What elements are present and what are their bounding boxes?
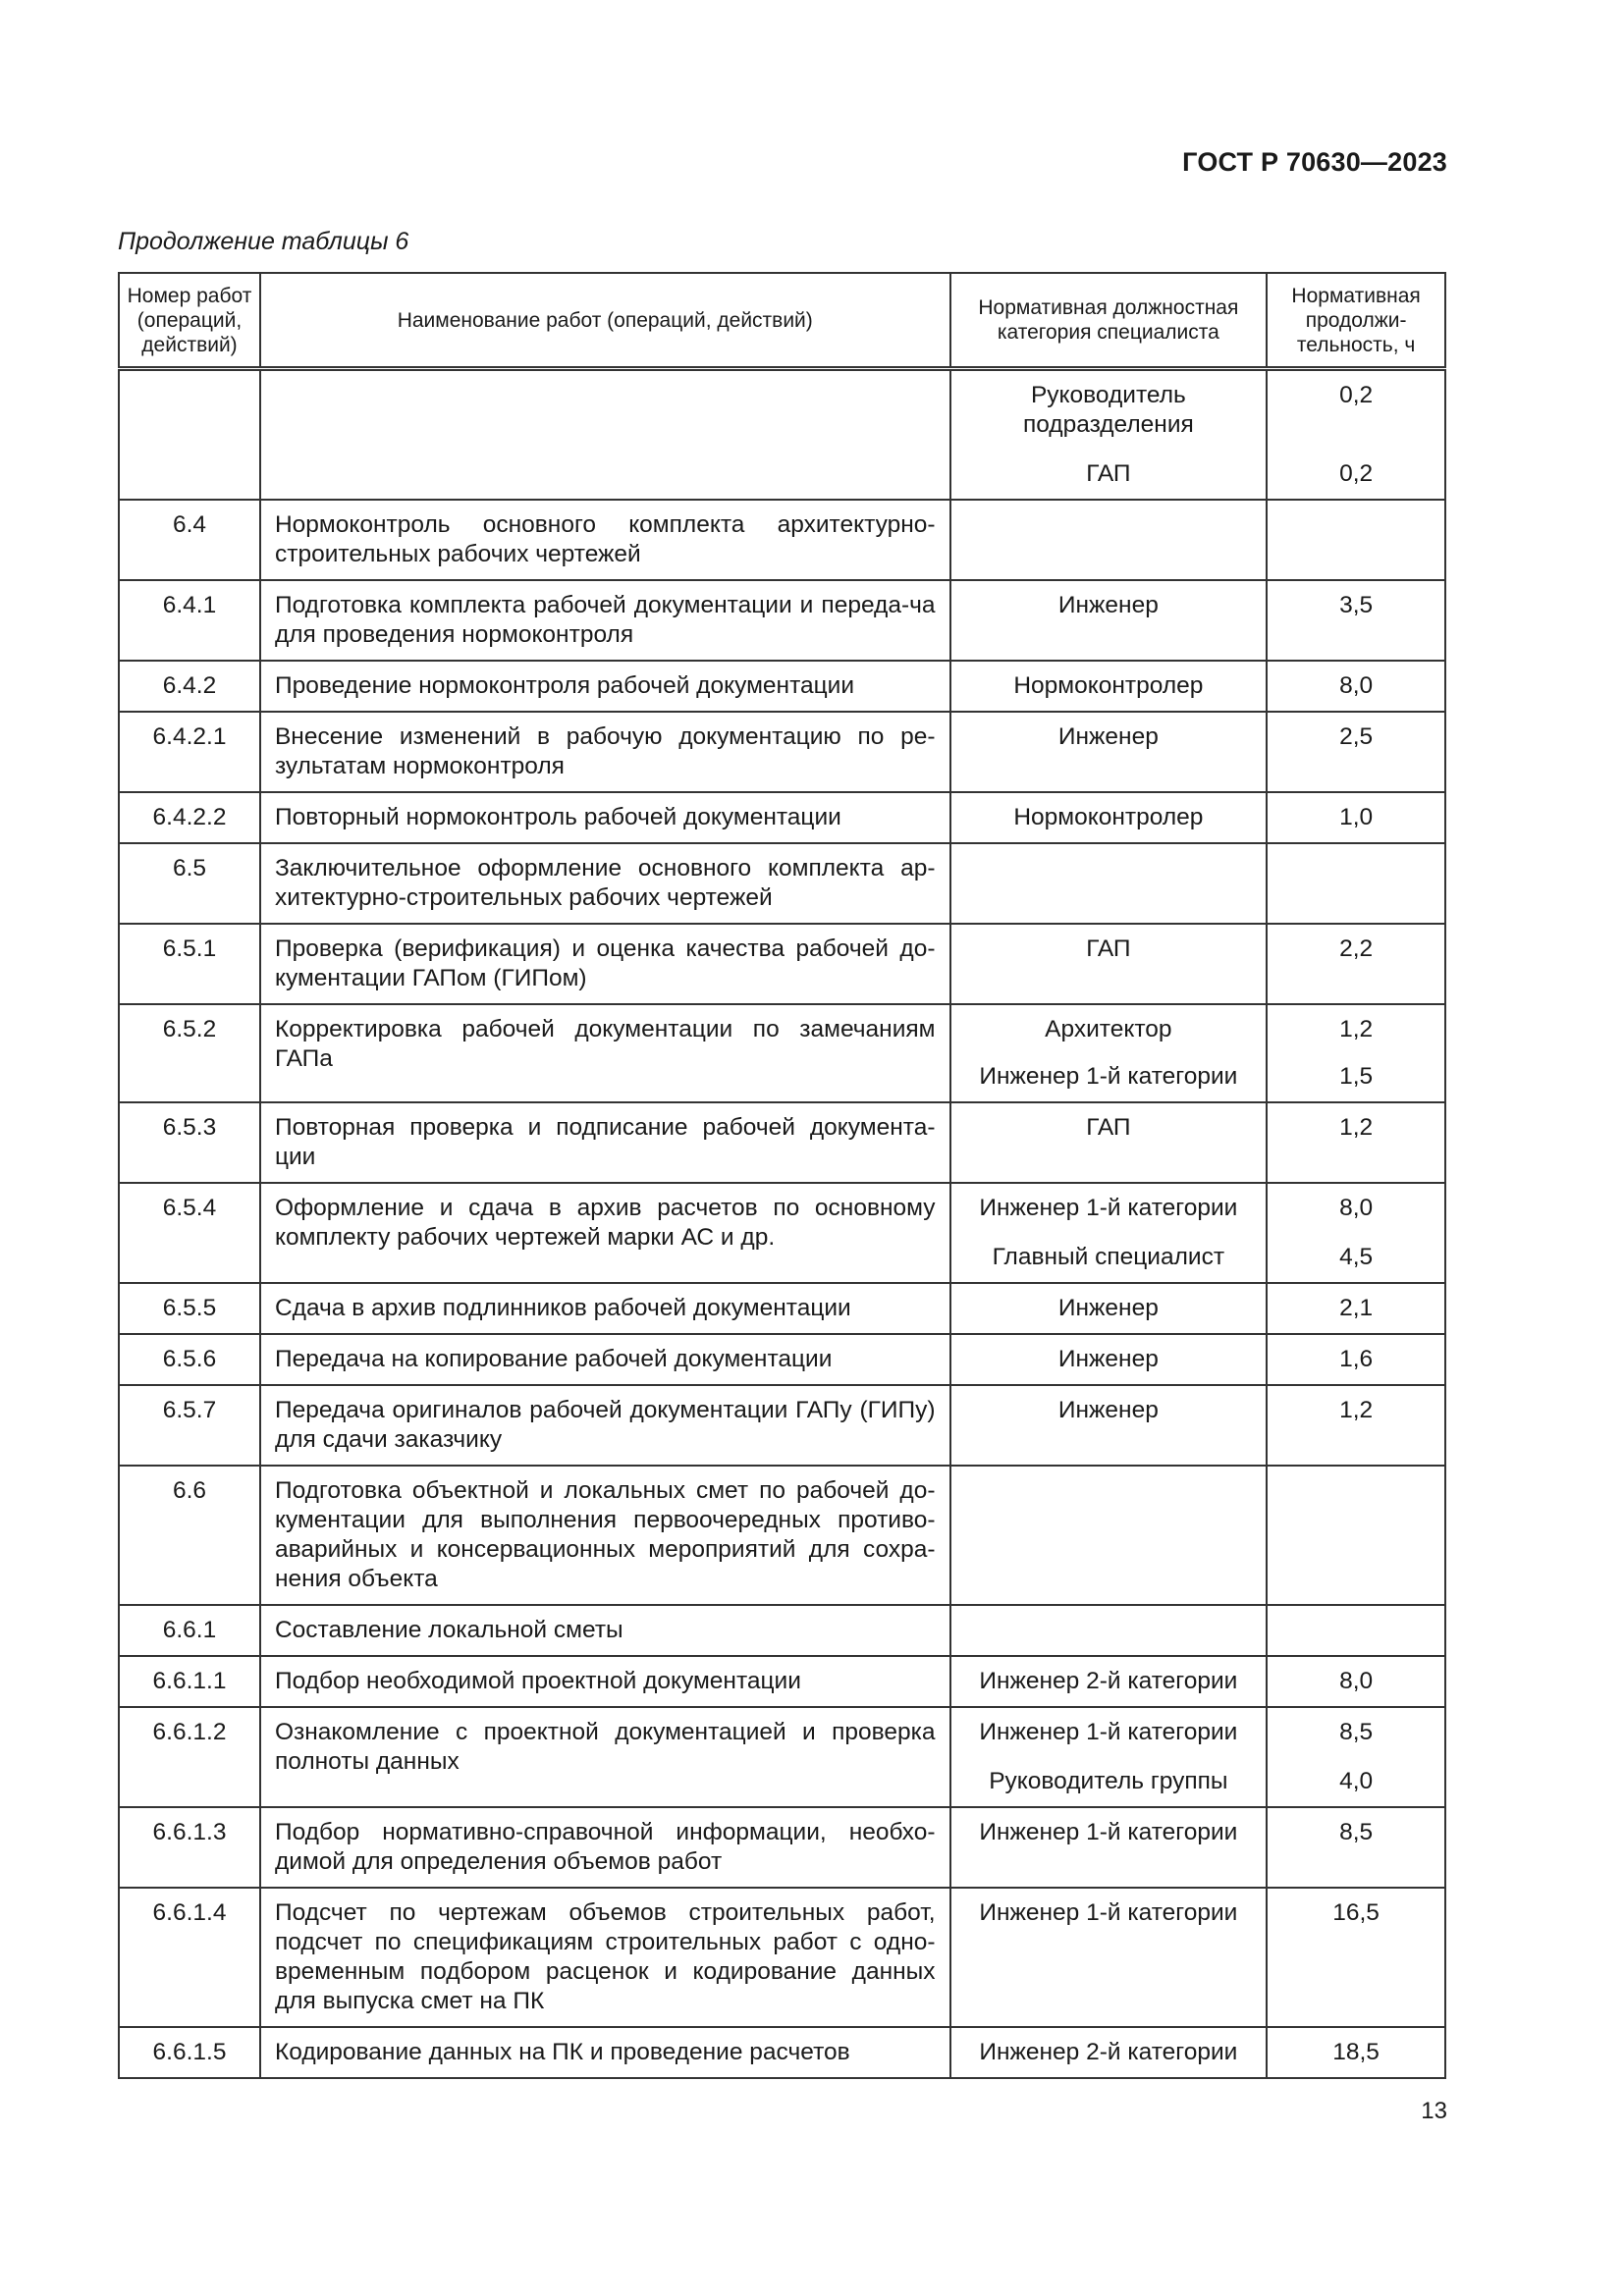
specialist-category — [950, 580, 1268, 661]
work-duration — [1267, 712, 1445, 792]
works-table — [118, 272, 1446, 2079]
duration-value: 8,5 — [1339, 1719, 1374, 1745]
work-name: Подсчет по чертежам объемов строительных работ, подсчет по спецификациям строительных работ с одно-временным подбором расценок и кодирование данных для выпуска смет на ПК — [260, 1888, 950, 2027]
work-number: 6.4.2.1 — [119, 712, 260, 792]
specialist-category — [950, 1605, 1268, 1656]
duration-value: 1,5 — [1339, 1063, 1374, 1090]
work-name: Подготовка комплекта рабочей документации и переда-ча для проведения нормоконтроля — [260, 580, 950, 661]
category-value: Инженер — [1057, 723, 1159, 750]
specialist-category — [950, 2027, 1268, 2078]
work-duration — [1267, 1183, 1445, 1283]
category-value: Инженер 1-й категории — [979, 1819, 1238, 1845]
duration-value: 8,0 — [1339, 672, 1374, 699]
work-number: 6.4 — [119, 500, 260, 580]
work-number: 6.5.2 — [119, 1004, 260, 1102]
table-row — [119, 369, 1445, 501]
work-number: 6.6.1.5 — [119, 2027, 260, 2078]
page-number: 13 — [1421, 2098, 1447, 2124]
work-duration — [1267, 1385, 1445, 1466]
duration-value: 16,5 — [1332, 1899, 1380, 1926]
table-row — [119, 1385, 1445, 1466]
specialist-category — [950, 500, 1268, 580]
work-name: Оформление и сдача в архив расчетов по основному комплекту рабочих чертежей марки АС и др. — [260, 1183, 950, 1283]
work-duration — [1267, 661, 1445, 712]
work-duration — [1267, 924, 1445, 1004]
work-name: Повторная проверка и подписание рабочей документа-ции — [260, 1102, 950, 1183]
work-number: 6.5.4 — [119, 1183, 260, 1283]
table-row — [119, 580, 1445, 661]
work-duration — [1267, 2027, 1445, 2078]
work-name: Составление локальной сметы — [260, 1605, 950, 1656]
specialist-category — [950, 1183, 1268, 1283]
category-value: Инженер — [1057, 1346, 1159, 1372]
table-row — [119, 661, 1445, 712]
work-number: 6.6.1.4 — [119, 1888, 260, 2027]
work-number: 6.5 — [119, 843, 260, 924]
specialist-category — [950, 369, 1268, 501]
specialist-category — [950, 1707, 1268, 1807]
table-row — [119, 1605, 1445, 1656]
table-row — [119, 1707, 1445, 1807]
duration-value: 2,1 — [1339, 1295, 1374, 1321]
specialist-category — [950, 712, 1268, 792]
work-name: Передача на копирование рабочей документации — [260, 1334, 950, 1385]
work-duration — [1267, 1466, 1445, 1605]
work-number: 6.6.1 — [119, 1605, 260, 1656]
table-row — [119, 1807, 1445, 1888]
table-row — [119, 1102, 1445, 1183]
specialist-category — [950, 843, 1268, 924]
work-number: 6.4.2.2 — [119, 792, 260, 843]
table-body — [119, 369, 1445, 2079]
work-number: 6.6.1.3 — [119, 1807, 260, 1888]
specialist-category — [950, 1466, 1268, 1605]
work-number: 6.5.1 — [119, 924, 260, 1004]
work-number: 6.5.5 — [119, 1283, 260, 1334]
work-name: Проверка (верификация) и оценка качества рабочей до-кументации ГАПом (ГИПом) — [260, 924, 950, 1004]
work-number: 6.6.1.1 — [119, 1656, 260, 1707]
category-value: Инженер — [1057, 1295, 1159, 1321]
category-value: ГАП — [1086, 935, 1131, 962]
table-caption: Продолжение таблицы 6 — [118, 228, 409, 255]
category-value: Главный специалист — [992, 1244, 1225, 1270]
table-row — [119, 1183, 1445, 1283]
category-value: Руководитель подразделения — [1022, 382, 1194, 438]
duration-value: 8,5 — [1339, 1819, 1374, 1845]
duration-value: 2,5 — [1339, 723, 1374, 750]
category-value: Архитектор — [1045, 1016, 1172, 1042]
work-duration — [1267, 1888, 1445, 2027]
table-row — [119, 843, 1445, 924]
specialist-category — [950, 924, 1268, 1004]
duration-value: 0,2 — [1339, 460, 1374, 487]
specialist-category — [950, 1004, 1268, 1102]
specialist-category — [950, 1888, 1268, 2027]
category-value: ГАП — [1086, 1114, 1131, 1141]
duration-value: 18,5 — [1332, 2039, 1380, 2065]
document-code: ГОСТ Р 70630—2023 — [1182, 147, 1447, 177]
work-number: 6.6.1.2 — [119, 1707, 260, 1807]
work-duration — [1267, 580, 1445, 661]
category-value: Руководитель группы — [989, 1768, 1228, 1794]
table-header-row — [119, 273, 1445, 369]
specialist-category — [950, 1807, 1268, 1888]
column-header-category: Нормативная должностная категория специалиста — [950, 273, 1268, 369]
work-duration — [1267, 792, 1445, 843]
work-number: 6.4.1 — [119, 580, 260, 661]
category-value: Инженер — [1057, 1397, 1159, 1423]
work-name: Нормоконтроль основного комплекта архитектурно-строительных рабочих чертежей — [260, 500, 950, 580]
work-duration — [1267, 1102, 1445, 1183]
work-name: Подбор необходимой проектной документации — [260, 1656, 950, 1707]
work-name: Проведение нормоконтроля рабочей документации — [260, 661, 950, 712]
work-number: 6.5.6 — [119, 1334, 260, 1385]
work-number: 6.5.3 — [119, 1102, 260, 1183]
duration-value: 1,6 — [1339, 1346, 1374, 1372]
specialist-category — [950, 1385, 1268, 1466]
specialist-category — [950, 661, 1268, 712]
category-value: Инженер 2-й категории — [979, 2039, 1238, 2065]
work-number: 6.5.7 — [119, 1385, 260, 1466]
duration-value: 1,2 — [1339, 1114, 1374, 1141]
work-duration — [1267, 369, 1445, 501]
category-value: Инженер 1-й категории — [979, 1899, 1238, 1926]
category-value: Инженер — [1057, 592, 1159, 618]
column-header-name: Наименование работ (операций, действий) — [260, 273, 950, 369]
work-name: Передача оригиналов рабочей документации ГАПу (ГИПу) для сдачи заказчику — [260, 1385, 950, 1466]
work-name: Подготовка объектной и локальных смет по рабочей до-кументации для выполнения первоочередных противо-аварийных и консервационных мероприятий для сохра-нения объекта — [260, 1466, 950, 1605]
table-row — [119, 924, 1445, 1004]
work-name: Заключительное оформление основного комплекта ар-хитектурно-строительных рабочих чертежей — [260, 843, 950, 924]
work-name: Корректировка рабочей документации по замечаниям ГАПа — [260, 1004, 950, 1102]
work-duration — [1267, 500, 1445, 580]
duration-value: 8,0 — [1339, 1668, 1374, 1694]
work-name: Кодирование данных на ПК и проведение расчетов — [260, 2027, 950, 2078]
category-value: Инженер 1-й категории — [979, 1719, 1238, 1745]
work-name: Сдача в архив подлинников рабочей документации — [260, 1283, 950, 1334]
work-duration — [1267, 1656, 1445, 1707]
work-name: Ознакомление с проектной документацией и проверка полноты данных — [260, 1707, 950, 1807]
work-number — [119, 369, 260, 501]
duration-value: 2,2 — [1339, 935, 1374, 962]
column-header-number: Номер работ (операций, действий) — [119, 273, 260, 369]
table-row — [119, 1004, 1445, 1102]
duration-value: 8,0 — [1339, 1195, 1374, 1221]
category-value: Нормоконтролер — [1013, 672, 1204, 699]
table-row — [119, 500, 1445, 580]
duration-value: 4,0 — [1339, 1768, 1374, 1794]
work-duration — [1267, 1004, 1445, 1102]
specialist-category — [950, 1656, 1268, 1707]
work-number: 6.6 — [119, 1466, 260, 1605]
work-name: Подбор нормативно-справочной информации, необхо-димой для определения объемов работ — [260, 1807, 950, 1888]
duration-value: 0,2 — [1339, 382, 1374, 408]
work-duration — [1267, 1283, 1445, 1334]
work-duration — [1267, 1807, 1445, 1888]
category-value: Нормоконтролер — [1013, 804, 1204, 830]
duration-value: 4,5 — [1339, 1244, 1374, 1270]
duration-value: 3,5 — [1339, 592, 1374, 618]
specialist-category — [950, 792, 1268, 843]
table-row — [119, 1466, 1445, 1605]
column-header-duration: Нормативная продолжи-тельность, ч — [1267, 273, 1445, 369]
table-row — [119, 712, 1445, 792]
specialist-category — [950, 1102, 1268, 1183]
work-duration — [1267, 1707, 1445, 1807]
duration-value: 1,0 — [1339, 804, 1374, 830]
work-name: Повторный нормоконтроль рабочей документации — [260, 792, 950, 843]
duration-value: 1,2 — [1339, 1397, 1374, 1423]
category-value: Инженер 1-й категории — [979, 1063, 1238, 1090]
category-value: Инженер 2-й категории — [979, 1668, 1238, 1694]
work-duration — [1267, 1334, 1445, 1385]
specialist-category — [950, 1334, 1268, 1385]
work-duration — [1267, 1605, 1445, 1656]
table-row — [119, 792, 1445, 843]
table-row — [119, 1334, 1445, 1385]
table-row — [119, 1888, 1445, 2027]
table-row — [119, 1283, 1445, 1334]
category-value: Инженер 1-й категории — [979, 1195, 1238, 1221]
work-name: Внесение изменений в рабочую документацию по ре-зультатам нормоконтроля — [260, 712, 950, 792]
work-duration — [1267, 843, 1445, 924]
work-number: 6.4.2 — [119, 661, 260, 712]
duration-value: 1,2 — [1339, 1016, 1374, 1042]
table-row — [119, 2027, 1445, 2078]
table-row — [119, 1656, 1445, 1707]
work-name — [260, 369, 950, 501]
category-value: ГАП — [1086, 460, 1131, 487]
specialist-category — [950, 1283, 1268, 1334]
